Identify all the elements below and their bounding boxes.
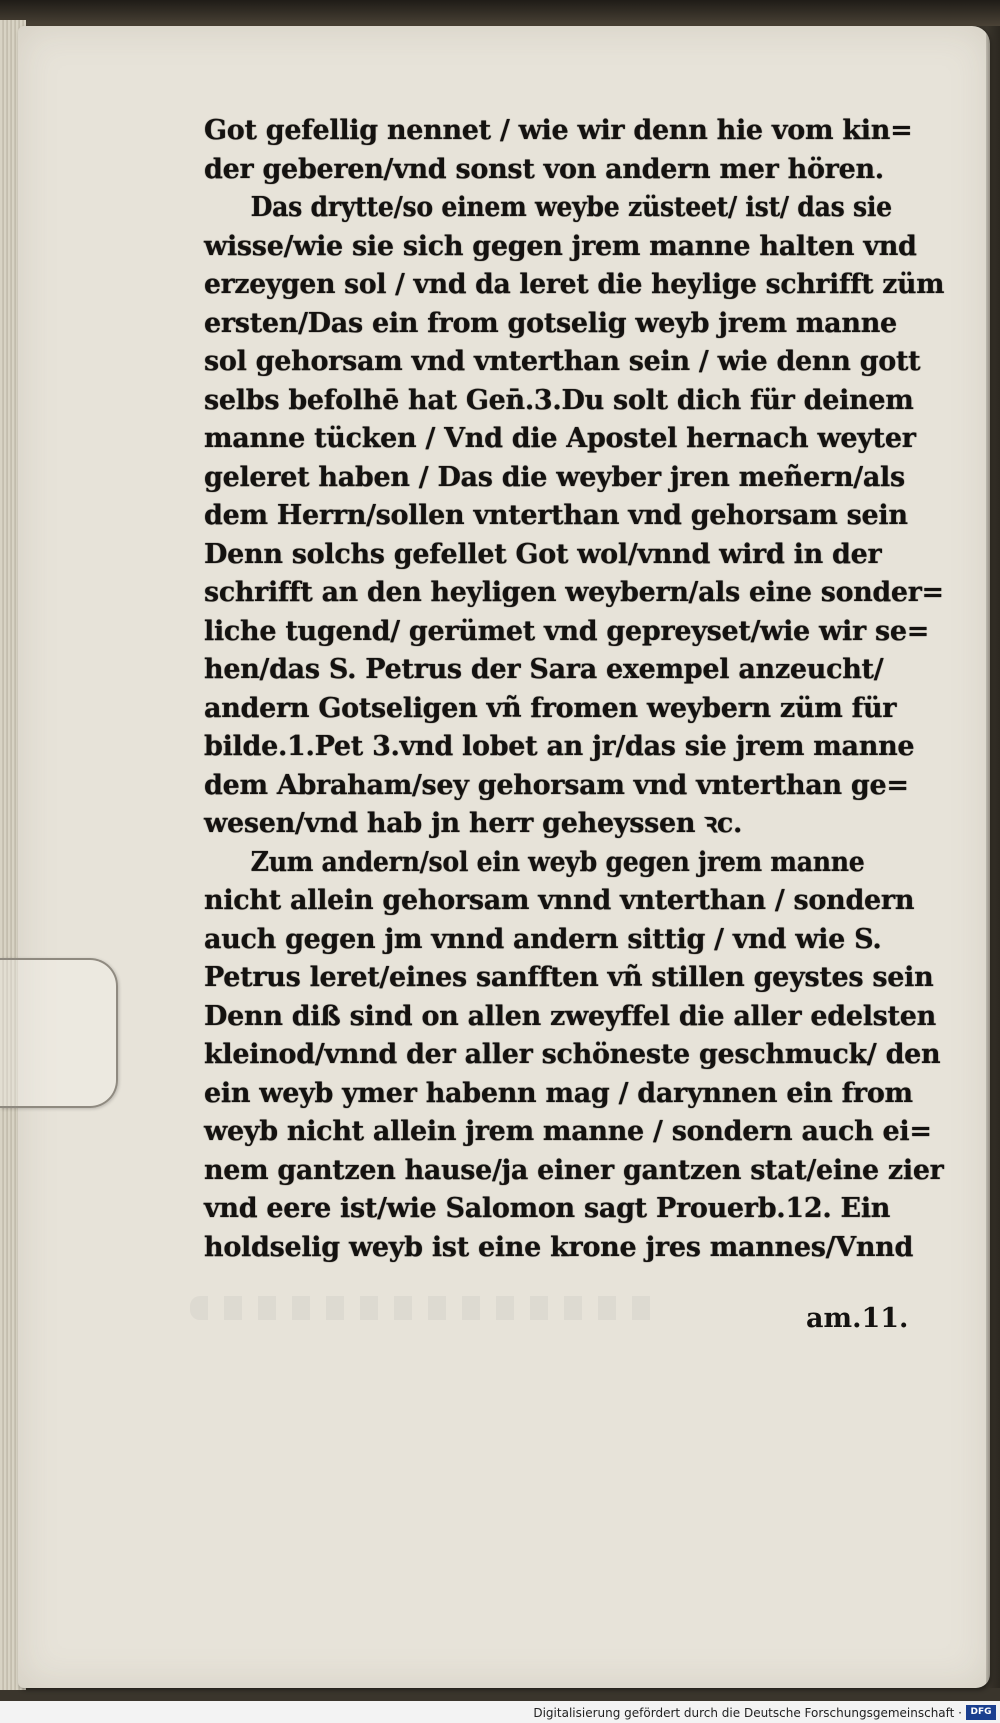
text-line: wisse/wie sie sich gegen jrem manne halten vnd (204, 230, 917, 262)
scan-top-edge (0, 0, 1000, 26)
text-line: hen/das S. Petrus der Sara exempel anzeucht/ (204, 654, 884, 685)
text-line: auch gegen jm vnnd andern sittig / vnd wie S. (204, 923, 882, 955)
text-line: selbs befolhē hat Gen̄.3.Du solt dich für deinem (204, 384, 914, 416)
text-line: dem Abraham/sey gehorsam vnd vnterthan ge= (204, 769, 909, 801)
text-line: Das drytte/so einem weybe züsteet/ ist/ das sie (250, 192, 892, 223)
text-line: ersten/Das ein from gotselig weyb jrem manne (204, 307, 897, 339)
text-line: nem gantzen hause/ja einer gantzen stat/eine zier (204, 1154, 944, 1186)
text-line: wesen/vnd hab jn herr geheyssen ꝛc. (204, 808, 743, 839)
catchword: am.11. (806, 1303, 909, 1334)
text-line: vnd eere ist/wie Salomon sagt Prouerb.12. Ein (204, 1193, 891, 1224)
text-line: erzeygen sol / vnd da leret die heylige schrifft züm (204, 269, 945, 300)
text-line: sol gehorsam vnd vnterthan sein / wie denn gott (204, 346, 921, 377)
text-line: dem Herrn/sollen vnterthan vnd gehorsam sein (204, 500, 908, 531)
text-line: Petrus leret/eines sanfften vñ stillen geystes sein (204, 962, 934, 993)
text-line: kleinod/vnnd der aller schöneste geschmuck/ den (204, 1039, 941, 1070)
ink-bleed-through (190, 1296, 660, 1320)
text-line: schrifft an den heyligen weybern/als eine sonder= (204, 577, 944, 608)
text-line: bilde.1.Pet 3.vnd lobet an jr/das sie jrem manne (204, 731, 915, 762)
text-line: andern Gotseligen vñ fromen weybern züm für (204, 692, 897, 724)
text-line: geleret haben / Das die weyber jren meñern/als (204, 461, 905, 493)
text-line: Zum andern/sol ein weyb gegen jrem manne (250, 846, 865, 878)
text-line: liche tugend/ gerümet vnd gepreyset/wie wir se= (204, 615, 930, 647)
text-line: Got gefellig nennet / wie wir denn hie vom kin= (204, 115, 913, 146)
footer-credit: Digitalisierung gefördert durch die Deutsche Forschungsgemeinschaft · (533, 1706, 962, 1720)
page-holder-clip (0, 958, 118, 1108)
text-line: nicht allein gehorsam vnnd vnterthan / sondern (204, 885, 915, 916)
footer-bar (0, 1701, 1000, 1723)
text-line: weyb nicht allein jrem manne / sondern auch ei= (204, 1116, 932, 1147)
text-line: ein weyb ymer habenn mag / darynnen ein from (204, 1077, 913, 1109)
text-line: der geberen/vnd sonst von andern mer hören. (204, 153, 884, 185)
text-line: Denn diß sind on allen zweyffel die aller edelsten (204, 1000, 936, 1032)
dfg-logo-icon: DFG (966, 1705, 996, 1720)
text-line: manne tücken / Vnd die Apostel hernach weyter (204, 423, 916, 454)
text-line: holdselig weyb ist eine krone jres mannes/Vnnd (204, 1231, 914, 1263)
page-right-shadow (986, 26, 1000, 1688)
page-text-block (204, 112, 944, 1267)
text-line: Denn solchs gefellet Got wol/vnnd wird in der (204, 538, 882, 570)
